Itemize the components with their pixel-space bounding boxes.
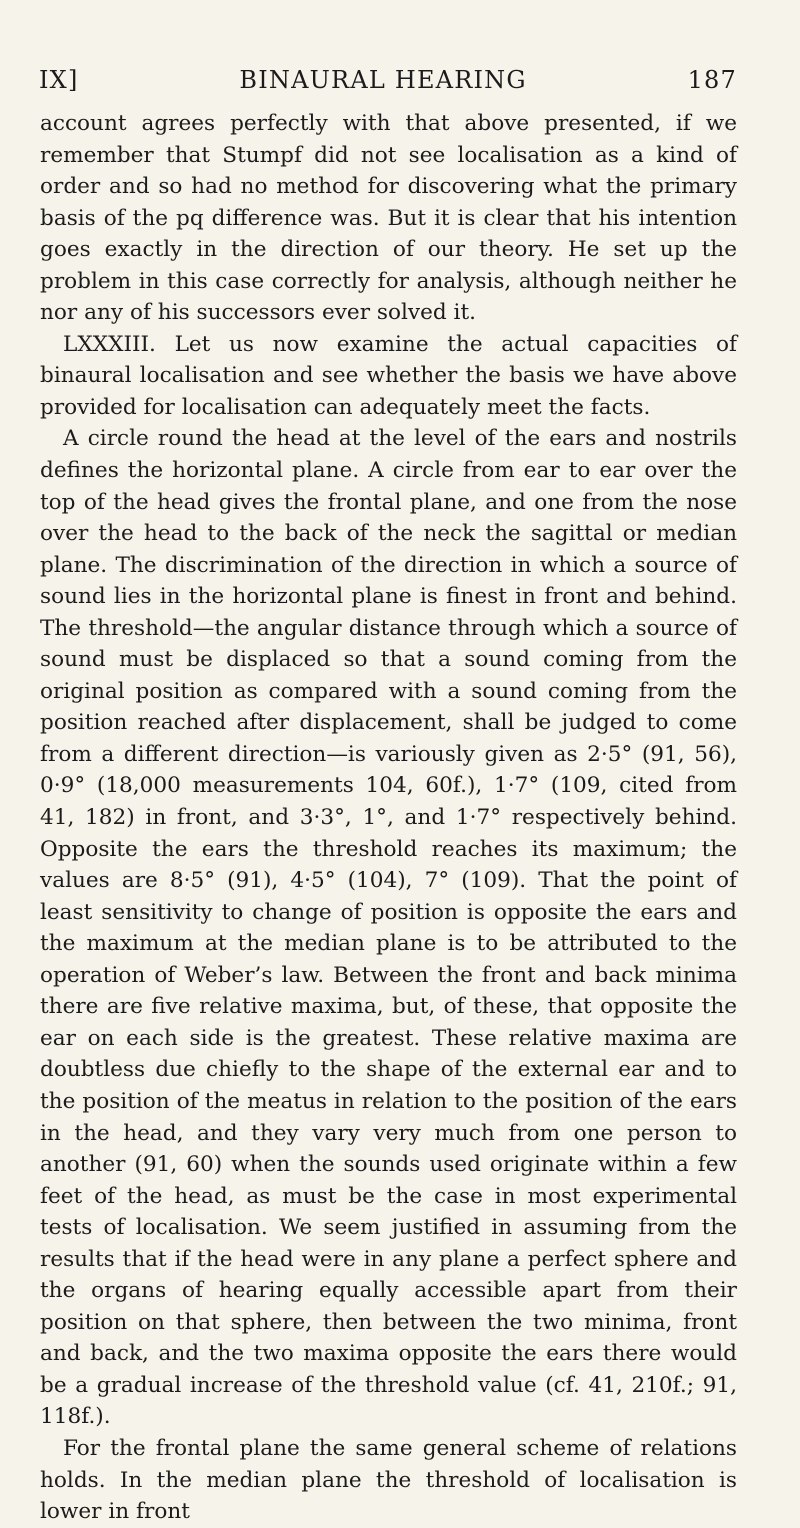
horizontal-plane-paragraph: A circle round the head at the level of the ears and nostrils defines the horizontal plane. A circle from ear to ear over the top of the head gives the frontal plane, and one from the nose over the head to the back of the neck the sagittal or median plane. The discrimination of the direction in which a source of sound lies in the horizontal plane is finest in front and behind. The threshold—the angular distance through which a source of sound must be displaced so that a sound coming from the original position as compared with a sound coming from the position reached after displacement, shall be judged to come from a different direction—is variously given as 2·5° (91, 56), 0·9° (18,000 measurements 104, 60f.), 1·7° (109, cited from 41, 182) in front, and 3·3°, 1°, and 1·7° respectively behind. Opposite the ears the threshold reaches its maximum; the values are 8·5° (91), 4·5° (104), 7° (109). That the point of least sensitivity to change of position is opposite the ears and the maximum at the median plane is to be attributed to the operation of Weber’s law. Between the front and back minima there are five relative maxima, but, of these, that opposite the ear on each side is the greatest. These relative maxima are doubtless due chiefly to the shape of the external ear and to the position of the meatus in relation to the position of the ears in the head, and they vary very much from one person to another (91, 60) when the sounds used originate within a few feet of the head, as must be the case in most experimental tests of localisation. We seem justified in assuming from the results that if the head were in any plane a perfect sphere and the organs of hearing equally accessible apart from their position on that sphere, then between the two minima, front and back, and the two maxima opposite the ears there would be a gradual increase of the threshold value (cf. 41, 210f.; 91, 118f.). <box>40 426 737 1430</box>
paragraph-continued: account agrees perfectly with that above presented, if we remember that Stumpf did not see localisation as a kind of order and so had no method for discovering what the primary basis of the pq difference was. But it is clear that his intention goes exactly in the direction of our theory. He set up the problem in this case correctly for analysis, although neither he nor any of his successors ever solved it. <box>40 111 737 326</box>
running-header <box>39 66 737 94</box>
section-lxxxiii-paragraph: LXXXIII. Let us now examine the actual capacities of binaural localisation and see whether the basis we have above provided for localisation can adequately meet the facts. <box>40 331 737 420</box>
frontal-plane-paragraph: For the frontal plane the same general scheme of relations holds. In the median plane the threshold of localisation is lower in front <box>40 1435 737 1525</box>
running-title: BINAURAL HEARING <box>239 66 527 94</box>
body-text <box>40 108 737 1528</box>
chapter-number: IX] <box>39 66 79 94</box>
page-number: 187 <box>687 66 737 94</box>
